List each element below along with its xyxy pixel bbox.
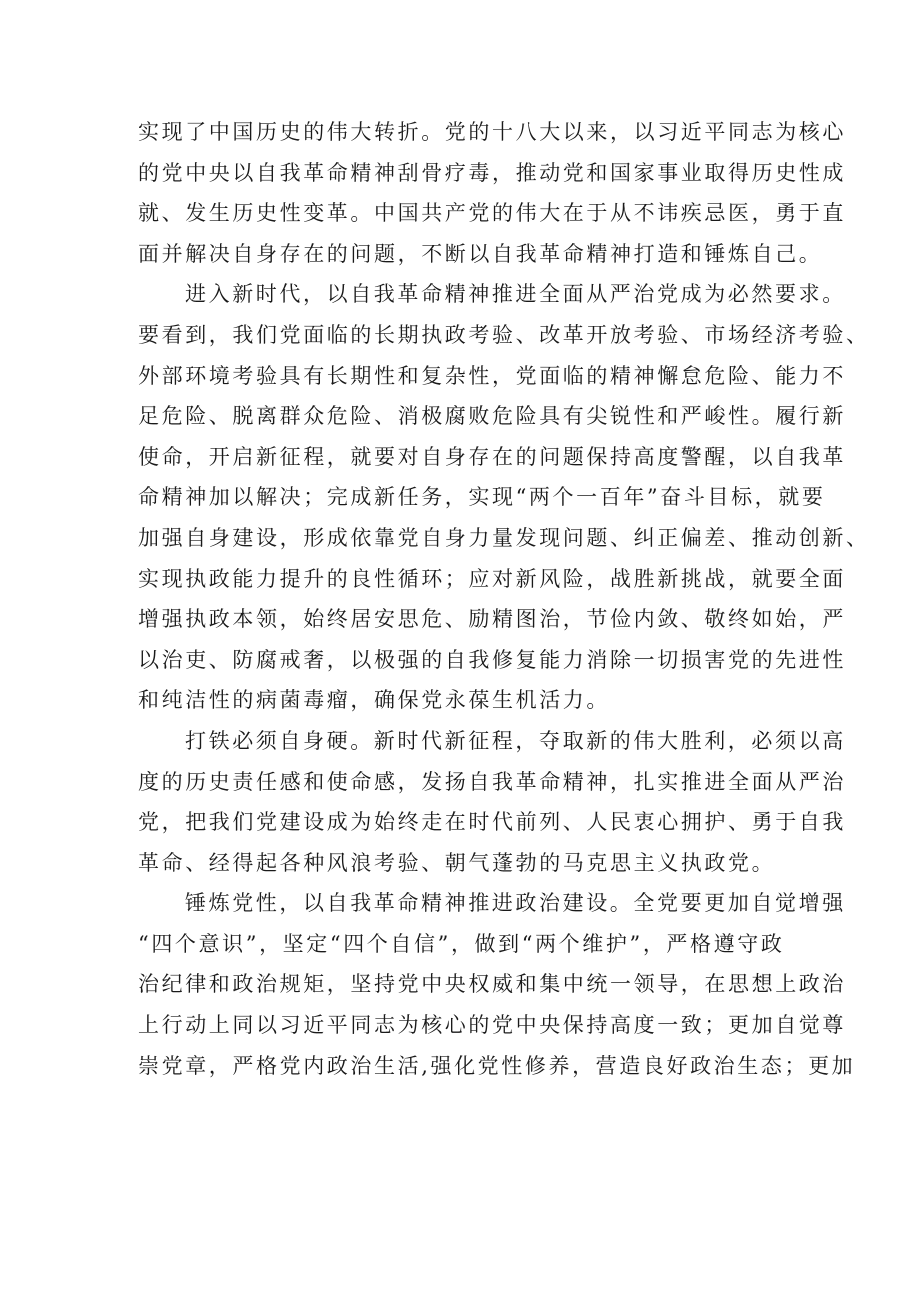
paragraph-first-line: 进入新时代，以自我革命精神推进全面从严治党成为必然要求。 <box>185 282 846 307</box>
text-line: 党，把我们党建设成为始终走在时代前列、人民衷心拥护、勇于自我 <box>138 810 846 835</box>
text-line: 和纯洁性的病菌毒瘤，确保党永葆生机活力。 <box>138 688 610 713</box>
text-line: 革命、经得起各种风浪考验、朝气蓬勃的马克思主义执政党。 <box>138 850 776 875</box>
text-line: 就、发生历史性变革。中国共产党的伟大在于从不讳疾忌医，勇于直 <box>138 201 846 226</box>
text-line: 使命，开启新征程，就要对自身存在的问题保持高度警醒，以自我革 <box>138 444 846 469</box>
text-line: 实现执政能力提升的良性循环；应对新风险，战胜新挑战，就要全面 <box>138 566 846 591</box>
text-line: 加强自身建设，形成依靠党自身力量发现问题、纠正偏差、推动创新、 <box>138 525 870 550</box>
paragraph-first-line: 打铁必须自身硬。新时代新征程，夺取新的伟大胜利，必须以高 <box>185 728 846 753</box>
text-line: 实现了中国历史的伟大转折。党的十八大以来，以习近平同志为核心 <box>138 120 846 144</box>
text-line: 要看到，我们党面临的长期执政考验、改革开放考验、市场经济考验、 <box>138 322 870 347</box>
text-line: 增强执政本领，始终居安思危、励精图治，节俭内敛、敬终如始，严 <box>138 607 846 632</box>
paragraph-first-line: 锤炼党性，以自我革命精神推进政治建设。全党要更加自觉增强 <box>185 891 846 916</box>
text-line: 以治吏、防腐戒奢，以极强的自我修复能力消除一切损害党的先进性 <box>138 647 846 672</box>
body-text <box>138 112 870 1086</box>
text-line: 的党中央以自我革命精神刮骨疗毒，推动党和国家事业取得历史性成 <box>138 160 846 185</box>
text-line: 崇党章，严格党内政治生活,强化党性修养，营造良好政治生态；更加 <box>138 1053 856 1078</box>
text-line: 面并解决自身存在的问题，不断以自我革命精神打造和锤炼自己。 <box>138 241 823 266</box>
text-line: 外部环境考验具有长期性和复杂性，党面临的精神懈怠危险、能力不 <box>138 363 846 388</box>
text-line: “四个意识”，坚定“四个自信”，做到“两个维护”，严格遵守政 <box>138 931 785 956</box>
text-line: 足危险、脱离群众危险、消极腐败危险具有尖锐性和严峻性。履行新 <box>138 404 846 429</box>
text-line: 命精神加以解决；完成新任务，实现“两个一百年”奋斗目标，就要 <box>138 485 826 510</box>
text-line: 上行动上同以习近平同志为核心的党中央保持高度一致；更加自觉尊 <box>138 1013 846 1038</box>
text-line: 治纪律和政治规矩，坚持党中央权威和集中统一领导，在思想上政治 <box>138 972 846 997</box>
text-line: 度的历史责任感和使命感，发扬自我革命精神，扎实推进全面从严治 <box>138 769 846 794</box>
